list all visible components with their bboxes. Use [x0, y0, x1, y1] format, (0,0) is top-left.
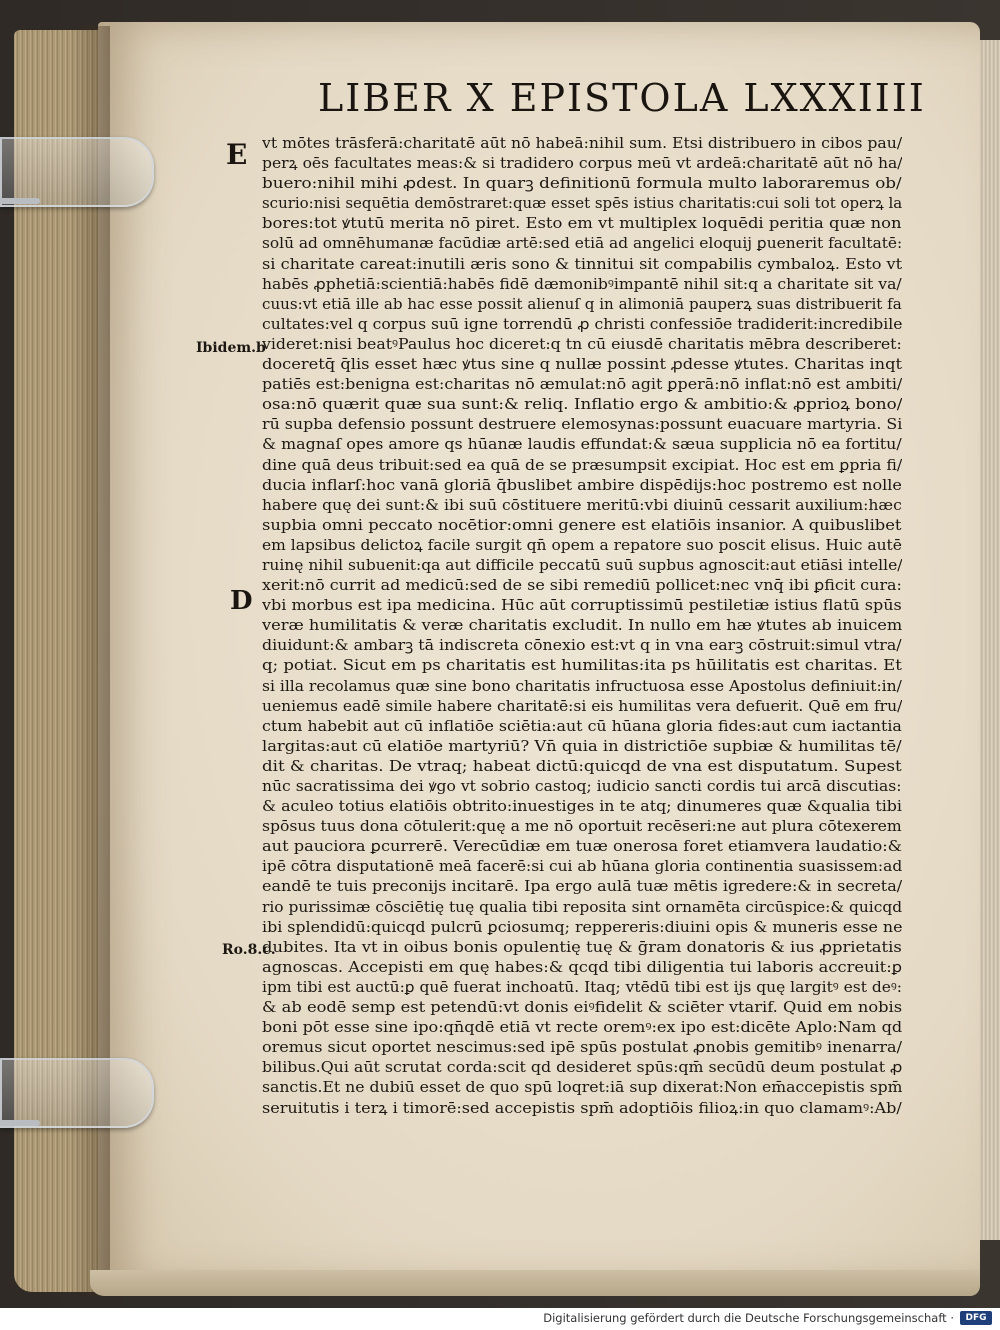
- text-line: largitas:aut cū elatiōe martyriū? Vn̄ quia in districtiōe supbiæ & humilitas tē/: [262, 737, 902, 755]
- margin-note-romans: Ro.8.c.: [222, 942, 276, 958]
- margin-note-ibidem: Ibidem.b: [196, 340, 266, 356]
- text-line: dubites. Ita vt in oibus bonis opulentię tuę & ḡram donatoris & ius ꝓprietatis: [262, 938, 902, 956]
- text-line: ruinę nihil subuenit:qa aut difficile peccatū suū supbus agnoscit:aut etiāsi intelle/: [262, 556, 902, 574]
- footer-credit: Digitalisierung gefördert durch die Deutsche Forschungsgemeinschaft ·: [543, 1311, 954, 1325]
- text-line: dit & charitas. De vtraq; habeat dictū:quicqd de vna est disputatum. Supest: [262, 757, 902, 775]
- text-line: osa:nō quærit quæ sua sunt:& reliq. Inflatio ergo & ambitio:& ꝓprioꝝ bono/: [262, 396, 902, 414]
- text-line: q; potiat. Sicut em ps charitatis est humilitas:ita ps hūilitatis est charitas. Et: [262, 657, 902, 675]
- body-text: [262, 134, 912, 1119]
- text-line: perꝝ oēs facultates meas:& si tradidero corpus meū vt ardeā:charitatē aūt nō ha/: [262, 155, 903, 173]
- text-line: scurio:nisi sequētia demōstraret:quæ esset spēs istius charitatis:cui soli tot operꝝ la: [262, 195, 903, 213]
- text-line: sanctis.Et ne dubiū esset de quo spū loqret:iā sup dixerat:Non em̄accepistis spm̄: [262, 1079, 902, 1097]
- text-line: supbia omni peccato nocētior:omni genere est elatiōis insanior. A quibuslibet: [262, 516, 902, 534]
- page-bottom-edge: [90, 1270, 980, 1296]
- text-line: ctum habebit aut cū inflatiōe sciētia:aut cū hūana gloria fides:aut cum iactantia: [262, 717, 902, 735]
- text-line: ibi splendidū:quicqd pulcrū ꝑciosumq; reppereris:diuini opis & muneris esse ne: [262, 918, 902, 936]
- text-line: doceretq̄ q̄lis esset hæc ꝟtus sine q nullæ possint ꝓdesse ꝟtutes. Charitas inqt: [262, 356, 902, 374]
- text-line: ducia inflarſ:hoc vanā gloriā q̄buslibet ambire dispēdijs:hoc postremo est nolle: [262, 476, 902, 494]
- clip-bar-top: [0, 198, 40, 204]
- initial-letter-d: D: [230, 586, 253, 616]
- text-line: diuidunt:& ambarꝫ tā indiscreta cōnexio est:vt q in vna earꝫ cōstruit:simul vtra/: [262, 637, 902, 655]
- text-line: rio purissimæ cōsciētię tuę qualia tibi reposita sint ornamēta circūspice:& quicqd: [262, 898, 902, 916]
- text-line: dine quā deus tribuit:sed ea quā de se præsumpsit excipiat. Hoc est em ꝑpria fi/: [262, 456, 902, 474]
- text-line: em lapsibus delictoꝝ facile surgit qn̄ opem a repatore suo poscit elisus. Huic autē: [262, 536, 902, 554]
- page-header: LIBER X EPISTOLA LXXXIIII: [318, 76, 926, 120]
- text-line: oremus sicut oportet nescimus:sed ipē spūs postulat ꝓnobis gemitibꝰ inenarra/: [262, 1039, 902, 1057]
- text-line: & aculeo totius elatiōis obtrito:inuestiges in te atq; dinumeres quæ &qualia tibi: [262, 798, 902, 816]
- text-line: agnoscas. Accepisti em quę habes:& qcqd tibi diligentia tui laboris accreuit:ꝑ: [262, 958, 902, 976]
- text-line: seruitutis i terꝝ i timorē:sed accepistis spm̄ adoptiōis filioꝝ:in quo clamamꝰ:Ab/: [262, 1099, 902, 1117]
- text-line: si charitate careat:inutili æris sono & tinnitui sit compabilis cymbaloꝝ. Esto vt: [262, 255, 902, 273]
- text-line: buero:nihil mihi ꝓdest. In quarꝫ definitionū formula multo laboraremus ob/: [262, 175, 902, 193]
- text-line: ipē cōtra disputationē meā facerē:si cui ab hūana gloria continentia suasissem:ad: [262, 858, 902, 876]
- text-line: si illa recolamus quæ sine bono charitatis infructuosa esse Apostolus definiuit:in/: [262, 677, 902, 695]
- page-clip-top: [0, 137, 154, 207]
- text-line: vbi morbus est ipa medicina. Hūc aūt corruptissimū pestiletiæ istius flatū spūs: [262, 597, 902, 615]
- text-line: cuus:vt etiā ille ab hac esse possit alienuſ q in alimoniā pauperꝝ suas distribuerit fa: [262, 295, 902, 313]
- text-line: aut pauciora ꝑcurrerē. Verecūdiæ em tuæ onerosa foret etiamvera laudatio:&: [262, 838, 902, 856]
- text-line: solū ad omnēhumanæ facūdiæ artē:sed etiā ad angelici eloquij ꝑuenerit facultatē:: [262, 235, 902, 253]
- text-line: veræ humilitatis & veræ charitatis excludit. In nullo em hæ ꝟtutes ab inuicem: [262, 617, 902, 635]
- initial-letter-e: E: [226, 138, 248, 171]
- text-line: ipm tibi est auctū:ꝑ quē fuerat inchoatū. Itaq; vtēdū tibi est ijs quę largitꝰ est deꝰ:: [262, 978, 902, 996]
- text-line: nūc sacratissima dei ꝟgo vt sobrio castoq; iudicio sancti cordis tui arcā discutias:: [262, 778, 902, 795]
- clip-bar-bottom: [0, 1120, 40, 1126]
- text-line: ueniemus eadē simile habere charitatē:si eis humilitas vera defuerit. Quē em fru/: [262, 697, 902, 715]
- text-line: bores:tot ꝟtutū merita nō piret. Esto em vt multiplex loquēdi peritia quæ non: [262, 215, 902, 233]
- text-line: cultates:vel q corpus suū igne torrendū ꝓ christi confessiōe tradiderit:incredibile: [262, 315, 902, 333]
- text-line: eandē te tuis preconijs incitarē. Ipa ergo aulā tuæ mētis igredere:& in secreta/: [262, 878, 903, 896]
- text-line: vt mōtes trāsferā:charitatē aūt nō habeā:nihil sum. Etsi distribuero in cibos pau/: [262, 135, 902, 152]
- text-line: patiēs est:benigna est:charitas nō æmulat:nō agit ꝑperā:nō inflat:nō est ambiti/: [262, 376, 902, 394]
- text-line: habere quę dei sunt:& ibi suū cōstituere meritū:vbi diuinū cessarit auxilium:hæc: [262, 496, 902, 514]
- text-line: boni pōt esse sine ipo:qn̄qdē etiā vt recte oremꝰ:ex ipo est:dicēte Aplo:Nam qd: [262, 1019, 902, 1037]
- text-line: rū supba defensio possunt destruere elemosynas:possunt euacuare martyria. Si: [262, 416, 902, 434]
- text-line: & magnaſ opes amore qs hūanæ laudis effundat:& sæua supplicia nō ea fortitu/: [262, 436, 902, 454]
- text-line: xerit:nō currit ad medicū:sed de se sibi remediū pollicet:nec vnq̄ ibi ꝑficit cura:: [262, 577, 902, 595]
- text-line: habēs ꝓphetiā:scientiā:habēs fidē dæmonibꝰimpantē nihil sit:q a charitate sit va/: [262, 275, 902, 293]
- dfg-logo: DFG: [960, 1311, 992, 1325]
- text-line: bilibus.Qui aūt scrutat corda:scit qd desideret spūs:qm̄ secūdū deum postulat ꝓ: [262, 1059, 902, 1077]
- page-clip-bottom: [0, 1058, 154, 1128]
- text-line: & ab eodē semp est petendū:vt donis eiꝰfidelit & sciēter vtarif. Quid em nobis: [262, 999, 902, 1017]
- text-line: spōsus tuus dona cōtulerit:quę a me nō oportuit recēseri:ne aut plura cōtexerem: [262, 818, 902, 836]
- text-line: videret:nisi beatꝰPaulus hoc diceret:q tn cū eiusdē charitatis mēbra describeret:: [262, 335, 902, 353]
